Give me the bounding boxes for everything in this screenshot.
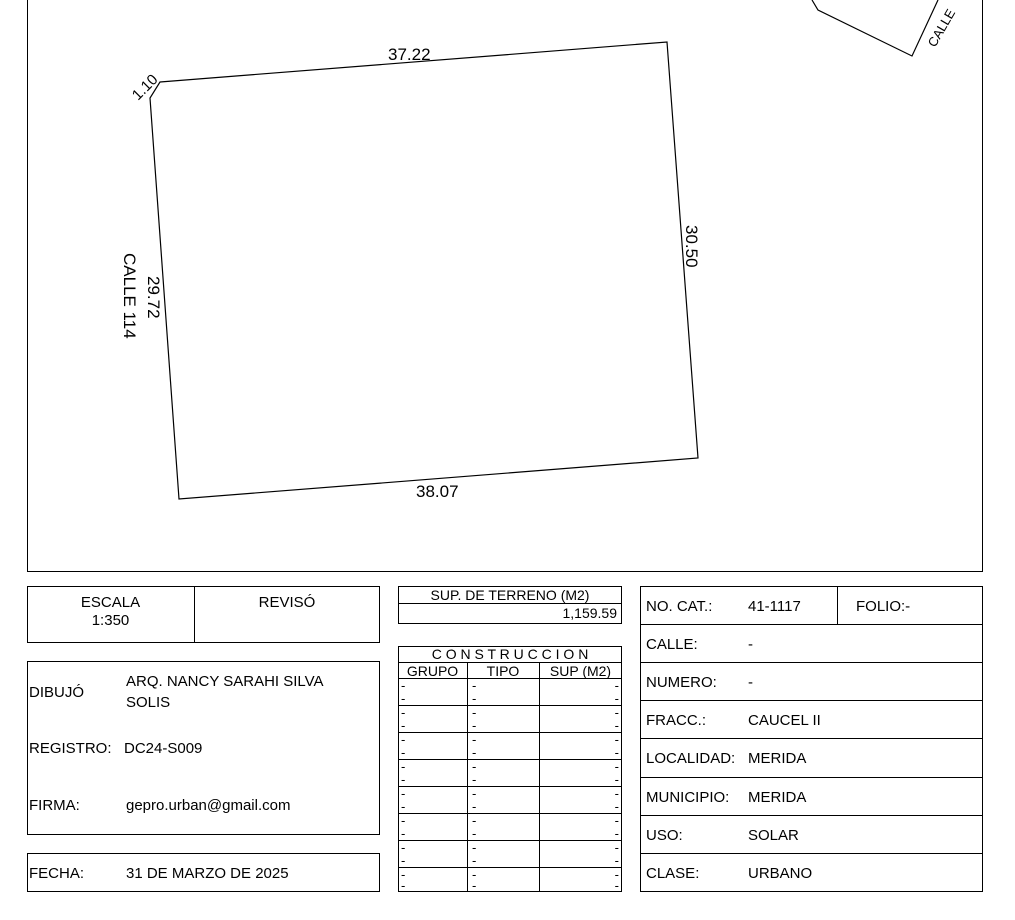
construction-row-13-sup: - bbox=[614, 840, 619, 855]
dim-top: 37.22 bbox=[388, 45, 431, 64]
construction-row-15-sup: - bbox=[614, 867, 619, 882]
calle-value: - bbox=[748, 636, 753, 653]
scale-value: 1:350 bbox=[91, 612, 130, 629]
construction-row-16-sup: - bbox=[614, 878, 619, 893]
dim-right: 30.50 bbox=[682, 225, 701, 268]
registro-value: DC24-S009 bbox=[124, 740, 203, 757]
info-row-line bbox=[640, 662, 983, 663]
lot-outline bbox=[150, 42, 698, 499]
construction-row-4-sup: - bbox=[614, 718, 619, 733]
construction-row-2-grupo: - bbox=[401, 691, 406, 706]
construction-row-12-grupo: - bbox=[401, 826, 406, 841]
construction-row-3-grupo: - bbox=[401, 705, 406, 720]
localidad-value: MERIDA bbox=[748, 750, 807, 767]
no-cat-value: 41-1117 bbox=[748, 598, 801, 615]
info-row-line bbox=[640, 624, 983, 625]
construction-header-tipo: TIPO bbox=[486, 663, 520, 679]
clase-value: URBANO bbox=[748, 865, 813, 882]
construction-row-6-grupo: - bbox=[401, 745, 406, 760]
firma-value: gepro.urban@gmail.com bbox=[126, 797, 291, 814]
construction-row-3-tipo: - bbox=[472, 705, 477, 720]
construction-row-11-tipo: - bbox=[472, 813, 477, 828]
construction-row-8-grupo: - bbox=[401, 772, 406, 787]
construction-row-12-sup: - bbox=[614, 826, 619, 841]
construction-header-grupo: GRUPO bbox=[406, 663, 459, 679]
municipio-value: MERIDA bbox=[748, 789, 807, 806]
street-block-top-right bbox=[812, 0, 938, 56]
date-label: FECHA: bbox=[29, 865, 85, 882]
construction-row-14-tipo: - bbox=[472, 853, 477, 868]
construction-row-6-tipo: - bbox=[472, 745, 477, 760]
construction-row-3-sup: - bbox=[614, 705, 619, 720]
construction-row-line bbox=[398, 705, 622, 706]
uso-value: SOLAR bbox=[748, 827, 799, 844]
dim-corner: 1.10 bbox=[128, 71, 162, 104]
street-name-left: CALLE 114 bbox=[120, 253, 139, 339]
construction-row-5-sup: - bbox=[614, 732, 619, 747]
construction-row-10-grupo: - bbox=[401, 799, 406, 814]
construction-header-sup: SUP (M2) bbox=[549, 663, 612, 679]
construction-row-13-grupo: - bbox=[401, 840, 406, 855]
info-row-line bbox=[640, 700, 983, 701]
terrain-divider bbox=[398, 603, 622, 604]
construction-row-12-tipo: - bbox=[472, 826, 477, 841]
construction-row-5-grupo: - bbox=[401, 732, 406, 747]
construction-row-9-sup: - bbox=[614, 786, 619, 801]
reviso-label: REVISÓ bbox=[258, 594, 316, 611]
construction-row-line bbox=[398, 732, 622, 733]
construction-row-8-sup: - bbox=[614, 772, 619, 787]
construction-title: C O N S T R U C C I O N bbox=[431, 646, 589, 662]
construction-row-15-tipo: - bbox=[472, 867, 477, 882]
construction-row-7-tipo: - bbox=[472, 759, 477, 774]
scale-label: ESCALA bbox=[80, 594, 141, 611]
date-value: 31 DE MARZO DE 2025 bbox=[126, 865, 289, 882]
construction-row-13-tipo: - bbox=[472, 840, 477, 855]
construction-row-9-tipo: - bbox=[472, 786, 477, 801]
construction-row-11-grupo: - bbox=[401, 813, 406, 828]
firma-label: FIRMA: bbox=[29, 797, 80, 814]
info-row-line bbox=[640, 738, 983, 739]
numero-label: NUMERO: bbox=[646, 674, 717, 691]
localidad-label: LOCALIDAD: bbox=[646, 750, 736, 767]
dim-left: 29.72 bbox=[144, 276, 163, 319]
terrain-value: 1,159.59 bbox=[562, 605, 617, 621]
construction-row-7-grupo: - bbox=[401, 759, 406, 774]
construction-rows bbox=[398, 679, 622, 892]
construction-row-1-sup: - bbox=[614, 678, 619, 693]
info-row-line bbox=[640, 815, 983, 816]
municipio-label: MUNICIPIO: bbox=[646, 789, 730, 806]
construction-row-4-grupo: - bbox=[401, 718, 406, 733]
construction-row-14-sup: - bbox=[614, 853, 619, 868]
construction-row-10-sup: - bbox=[614, 799, 619, 814]
info-row-line bbox=[640, 853, 983, 854]
clase-label: CLASE: bbox=[646, 865, 700, 882]
construction-row-10-tipo: - bbox=[472, 799, 477, 814]
dibujo-line1: ARQ. NANCY SARAHI SILVA bbox=[126, 673, 324, 690]
dibujo-line2: SOLIS bbox=[126, 694, 171, 711]
construction-row-15-grupo: - bbox=[401, 867, 406, 882]
fracc-value: CAUCEL II bbox=[748, 712, 821, 729]
construction-row-line bbox=[398, 813, 622, 814]
dim-bottom: 38.07 bbox=[416, 482, 459, 501]
info-folio-divider bbox=[837, 586, 838, 624]
numero-value: - bbox=[748, 674, 753, 691]
registro-label: REGISTRO: bbox=[29, 740, 112, 757]
construction-row-16-grupo: - bbox=[401, 878, 406, 893]
construction-row-11-sup: - bbox=[614, 813, 619, 828]
construction-row-line bbox=[398, 867, 622, 868]
info-row-line bbox=[640, 777, 983, 778]
street-name-top-right: CALLE bbox=[924, 6, 959, 50]
construction-row-4-tipo: - bbox=[472, 718, 477, 733]
construction-row-6-sup: - bbox=[614, 745, 619, 760]
construction-row-line bbox=[398, 840, 622, 841]
no-cat-label: NO. CAT.: bbox=[646, 598, 713, 615]
construction-row-5-tipo: - bbox=[472, 732, 477, 747]
info-box bbox=[640, 586, 983, 892]
construction-row-line bbox=[398, 786, 622, 787]
construction-row-1-grupo: - bbox=[401, 678, 406, 693]
dibujo-label: DIBUJÓ bbox=[29, 684, 85, 701]
uso-label: USO: bbox=[646, 827, 683, 844]
construction-row-16-tipo: - bbox=[472, 878, 477, 893]
fracc-label: FRACC.: bbox=[646, 712, 706, 729]
calle-label: CALLE: bbox=[646, 636, 698, 653]
construction-row-7-sup: - bbox=[614, 759, 619, 774]
folio-label: FOLIO:- bbox=[856, 598, 911, 615]
construction-row-2-tipo: - bbox=[472, 691, 477, 706]
construction-row-14-grupo: - bbox=[401, 853, 406, 868]
construction-row-1-tipo: - bbox=[472, 678, 477, 693]
construction-row-9-grupo: - bbox=[401, 786, 406, 801]
construction-row-8-tipo: - bbox=[472, 772, 477, 787]
terrain-label: SUP. DE TERRENO (M2) bbox=[430, 587, 590, 603]
construction-row-line bbox=[398, 759, 622, 760]
construction-row-2-sup: - bbox=[614, 691, 619, 706]
